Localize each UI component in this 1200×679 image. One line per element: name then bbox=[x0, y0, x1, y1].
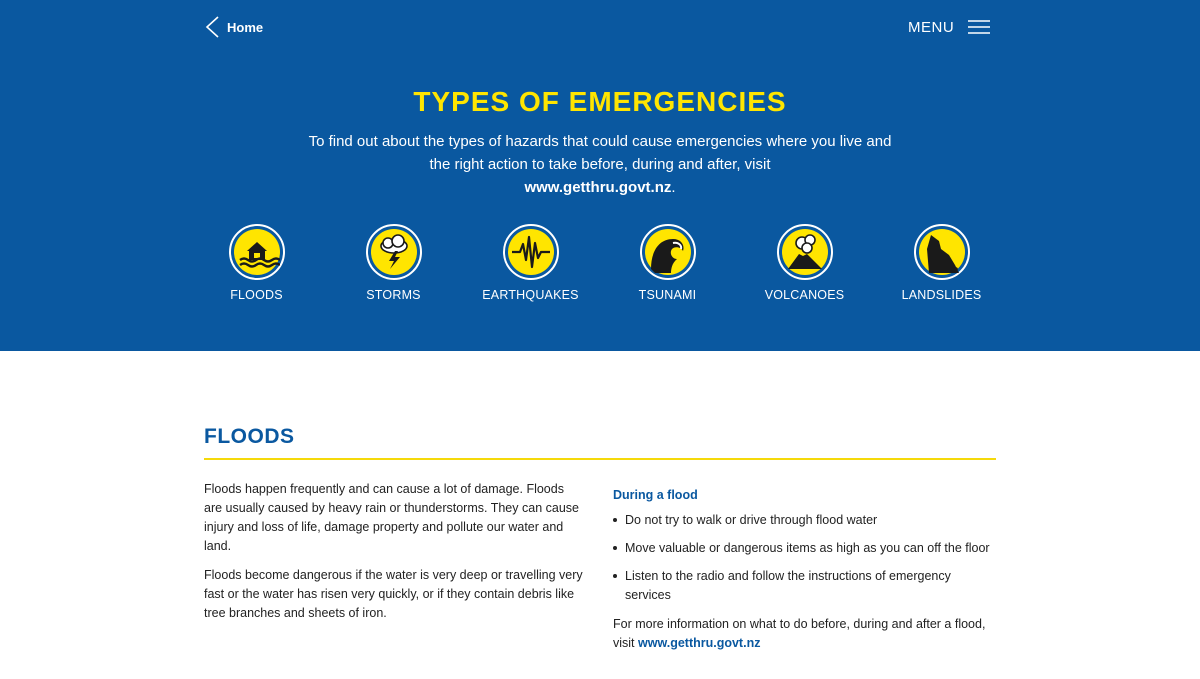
hero-intro-text: To find out about the types of hazards that could cause emergencies where you live and the right action to take before, during and after, visit bbox=[308, 133, 892, 173]
hazard-volcanoes[interactable] bbox=[736, 224, 873, 302]
landslide-icon bbox=[919, 229, 965, 275]
hazard-landslides-ring bbox=[914, 224, 970, 280]
hazard-storms-label: STORMS bbox=[366, 288, 421, 302]
hazard-volcanoes-label: VOLCANOES bbox=[764, 288, 845, 302]
hazard-floods-ring bbox=[229, 224, 285, 280]
hazard-landslides-label: LANDSLIDES bbox=[901, 288, 982, 302]
more-info-text: For more information on what to do before, during and after a flood, visit bbox=[613, 617, 986, 650]
list-item: Move valuable or dangerous items as high as you can off the floor bbox=[613, 539, 996, 558]
hazard-nav bbox=[188, 224, 1010, 302]
floods-paragraph-1: Floods happen frequently and can cause a lot of damage. Floods are usually caused by heavy rain or thunderstorms. They can cause injury and loss of life, damage property and pollute our water and land. bbox=[204, 482, 579, 553]
menu-label: MENU bbox=[908, 18, 955, 36]
menu-button[interactable] bbox=[908, 16, 990, 38]
during-flood-list bbox=[613, 511, 996, 605]
list-item: Listen to the radio and follow the instructions of emergency services bbox=[613, 567, 996, 605]
during-flood-panel bbox=[613, 486, 996, 653]
hazard-floods[interactable] bbox=[188, 224, 325, 302]
hazard-storms-ring bbox=[366, 224, 422, 280]
hero-intro-suffix: . bbox=[671, 179, 676, 196]
storm-icon bbox=[371, 229, 417, 275]
list-item: Do not try to walk or drive through flood water bbox=[613, 511, 996, 530]
page-title: TYPES OF EMERGENCIES bbox=[413, 86, 787, 117]
hamburger-icon bbox=[968, 19, 990, 35]
section-title: FLOODS bbox=[204, 425, 295, 448]
more-info-link[interactable]: www.getthru.govt.nz bbox=[638, 636, 761, 650]
section-divider bbox=[204, 458, 996, 460]
hazard-earthquakes-label: EARTHQUAKES bbox=[482, 288, 579, 302]
earthquake-icon bbox=[508, 229, 554, 275]
hero-getthru-link[interactable]: www.getthru.govt.nz bbox=[524, 179, 672, 196]
hazard-earthquakes-ring bbox=[503, 224, 559, 280]
home-link-label: Home bbox=[227, 19, 264, 35]
hazard-tsunami-label: TSUNAMI bbox=[638, 288, 697, 302]
flood-icon bbox=[234, 229, 280, 275]
home-link[interactable] bbox=[204, 15, 263, 39]
floods-description bbox=[204, 480, 584, 633]
tsunami-icon bbox=[645, 229, 691, 275]
hazard-earthquakes[interactable] bbox=[462, 224, 599, 302]
hazard-floods-label: FLOODS bbox=[230, 288, 283, 302]
chevron-left-icon bbox=[204, 15, 222, 39]
hazard-landslides[interactable] bbox=[873, 224, 1010, 302]
during-flood-heading: During a flood bbox=[613, 488, 698, 502]
hero-intro bbox=[300, 130, 900, 199]
floods-paragraph-2: Floods become dangerous if the water is very deep or travelling very fast or the water has risen very quickly, or if they contain debris like tree branches and sheets of iron. bbox=[204, 568, 583, 620]
more-info bbox=[613, 615, 996, 653]
hazard-volcanoes-ring bbox=[777, 224, 833, 280]
hazard-tsunami[interactable] bbox=[599, 224, 736, 302]
hazard-storms[interactable] bbox=[325, 224, 462, 302]
volcano-icon bbox=[782, 229, 828, 275]
hazard-tsunami-ring bbox=[640, 224, 696, 280]
